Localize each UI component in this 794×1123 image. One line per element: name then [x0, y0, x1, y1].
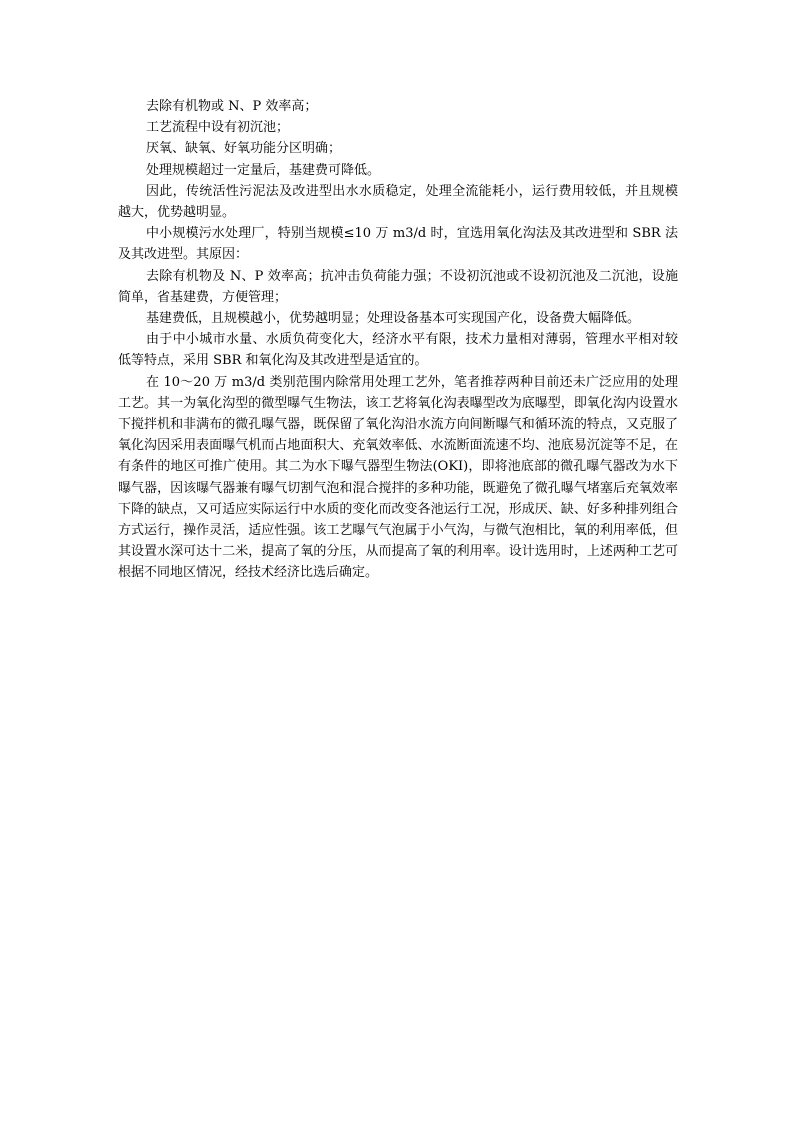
document-body [118, 96, 678, 584]
paragraph-6: 中小规模污水处理厂，特别当规模≤10 万 m3/d 时，宜选用氧化沟法及其改进型和 SBR 法及其改进型。其原因： [118, 226, 678, 263]
paragraph-9: 由于中小城市水量、水质负荷变化大，经济水平有限，技术力量相对薄弱，管理水平相对较低等特点，采用 SBR 和氧化沟及其改进型是适宜的。 [118, 332, 678, 369]
paragraph-2: 工艺流程中设有初沉池； [146, 120, 290, 136]
paragraph-4: 处理规模超过一定量后，基建费可降低。 [146, 162, 381, 178]
paragraph-10: 在 10～20 万 m3/d 类别范围内除常用处理工艺外，笔者推荐两种目前还未广泛应用的处理工艺。其一为氧化沟型的微型曝气生物法，该工艺将氧化沟表曝型改为底曝型，即氧化沟内设置水下搅拌机和非满布的微孔曝气器，既保留了氧化沟沿水流方向间断曝气和循环流的特点，又克服了氧化沟因采用表面曝气机而占地面积大、充氧效率低、水流断面流速不均、池底易沉淀等不足，在有条件的地区可推广使用。其二为水下曝气器型生物法(OKI)，即将池底部的微孔曝气器改为水下曝气器，因该曝气器兼有曝气切割气泡和混合搅拌的多种功能，既避免了微孔曝气堵塞后充氧效率下降的缺点，又可适应实际运行中水质的变化而改变各池运行工况，形成厌、缺、好多种排列组合方式运行，操作灵活，适应性强。该工艺曝气气泡属于小气沟，与微气泡相比，氧的利用率低，但其设置水深可达十二米，提高了氧的分压，从而提高了氧的利用率。设计选用时，上述两种工艺可根据不同地区情况，经技术经济比选后确定。 [118, 374, 678, 581]
paragraph-7: 去除有机物及 N、P 效率高；抗冲击负荷能力强；不设初沉池或不设初沉池及二沉池，设施简单，省基建费，方便管理； [118, 268, 678, 305]
paragraph-1: 去除有机物或 N、P 效率高； [146, 99, 318, 114]
paragraph-5: 因此，传统活性污泥法及改进型出水水质稳定，处理全流能耗小，运行费用较低，并且规模越大，优势越明显。 [118, 183, 678, 221]
paragraph-3: 厌氧、缺氧、好氧功能分区明确； [146, 141, 342, 157]
paragraph-8: 基建费低，且规模越小，优势越明显；处理设备基本可实现国产化，设备费大幅降低。 [146, 311, 641, 327]
